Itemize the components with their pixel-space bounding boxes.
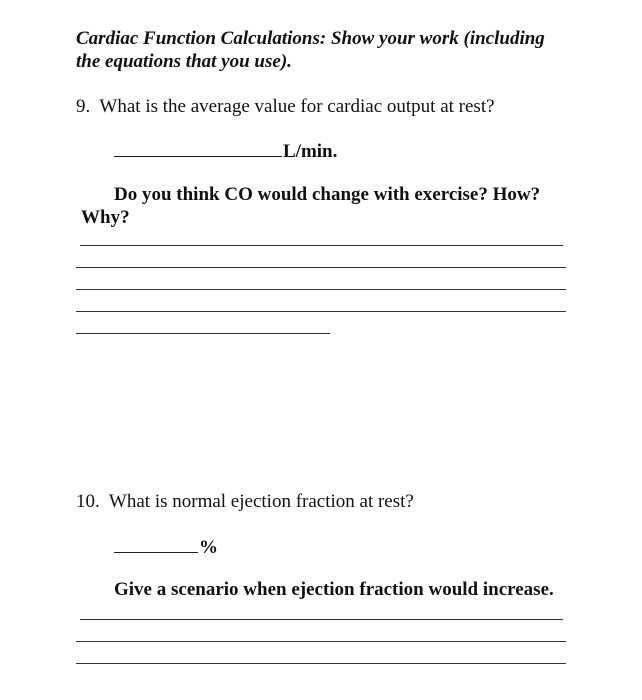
ejection-fraction-unit: %: [199, 537, 218, 558]
cardiac-output-blank[interactable]: [114, 139, 282, 157]
question-10-text: What is normal ejection fraction at rest?: [108, 491, 414, 512]
answer-line[interactable]: [76, 663, 566, 664]
answer-line[interactable]: [76, 267, 566, 268]
question-9-followup-line-2: Why?: [81, 207, 130, 228]
answer-line[interactable]: [80, 245, 563, 246]
question-10: [76, 490, 414, 513]
question-9-text: What is the average value for cardiac output at rest?: [99, 96, 495, 117]
ejection-fraction-blank[interactable]: [114, 535, 198, 553]
question-9-followup-line-1: Do you think CO would change with exercise? How?: [114, 184, 541, 205]
answer-line[interactable]: [76, 333, 330, 334]
heading-line-1: Cardiac Function Calculations: Show your work (including: [76, 28, 545, 49]
question-9-number: 9.: [76, 96, 91, 117]
answer-line[interactable]: [76, 289, 566, 290]
answer-line[interactable]: [80, 619, 563, 620]
heading-line-2: the equations that you use).: [76, 51, 292, 72]
question-10-number: 10.: [76, 491, 100, 512]
ejection-fraction-answer: [114, 535, 218, 559]
cardiac-output-answer: [114, 139, 337, 163]
question-9: [76, 95, 495, 118]
question-10-followup: Give a scenario when ejection fraction would increase.: [114, 579, 554, 600]
cardiac-output-unit: L/min.: [283, 141, 338, 162]
section-heading: [76, 27, 545, 73]
answer-line[interactable]: [76, 641, 566, 642]
answer-line[interactable]: [76, 311, 566, 312]
